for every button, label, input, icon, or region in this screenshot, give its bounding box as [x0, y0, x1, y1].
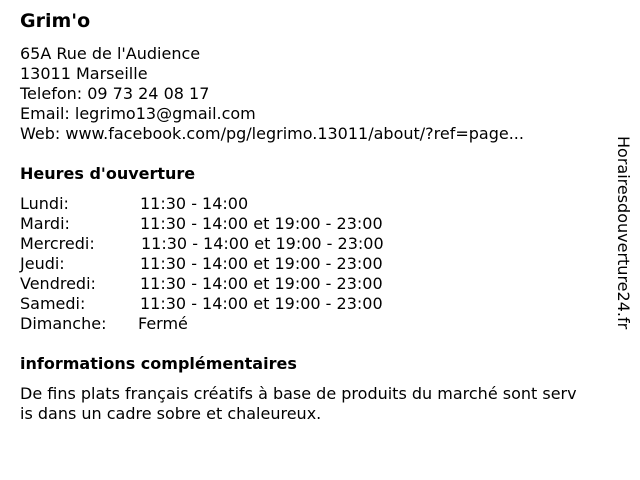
- additional-info-text: [20, 384, 625, 424]
- time-range: 11:30 - 14:00: [140, 194, 249, 213]
- address-street: 65A Rue de l'Audience: [20, 44, 201, 63]
- time-range: 11:30 - 14:00 et 19:00 - 23:00: [140, 254, 383, 273]
- website-link: Web: www.facebook.com/pg/legrimo.13011/about/?ref=page...: [20, 124, 524, 143]
- time-range: 11:30 - 14:00 et 19:00 - 23:00: [140, 214, 383, 233]
- email-address: Email: legrimo13@gmail.com: [20, 104, 256, 123]
- time-range: 11:30 - 14:00 et 19:00 - 23:00: [140, 294, 383, 313]
- site-watermark: Horairesdouverture24.fr: [614, 136, 633, 330]
- contact-block: [20, 44, 524, 144]
- opening-hours-heading: Heures d'ouverture: [20, 164, 196, 183]
- description-line: is dans un cadre sobre et chaleureux.: [20, 404, 322, 423]
- description-line: De fins plats français créatifs à base de produits du marché sont serv: [20, 384, 577, 403]
- day-label: Vendredi:: [20, 274, 96, 293]
- day-label: Mardi:: [20, 214, 70, 233]
- time-range: 11:30 - 14:00 et 19:00 - 23:00: [141, 234, 384, 253]
- time-range: Fermé: [138, 314, 188, 333]
- day-label: Mercredi:: [20, 234, 95, 253]
- phone-number: Telefon: 09 73 24 08 17: [20, 84, 210, 103]
- additional-info-heading: informations complémentaires: [20, 354, 297, 373]
- day-label: Jeudi:: [20, 254, 65, 273]
- day-label: Lundi:: [20, 194, 69, 213]
- address-city: 13011 Marseille: [20, 64, 148, 83]
- day-label: Samedi:: [20, 294, 86, 313]
- day-label: Dimanche:: [20, 314, 107, 333]
- time-range: 11:30 - 14:00 et 19:00 - 23:00: [140, 274, 383, 293]
- business-name: Grim'o: [20, 10, 91, 32]
